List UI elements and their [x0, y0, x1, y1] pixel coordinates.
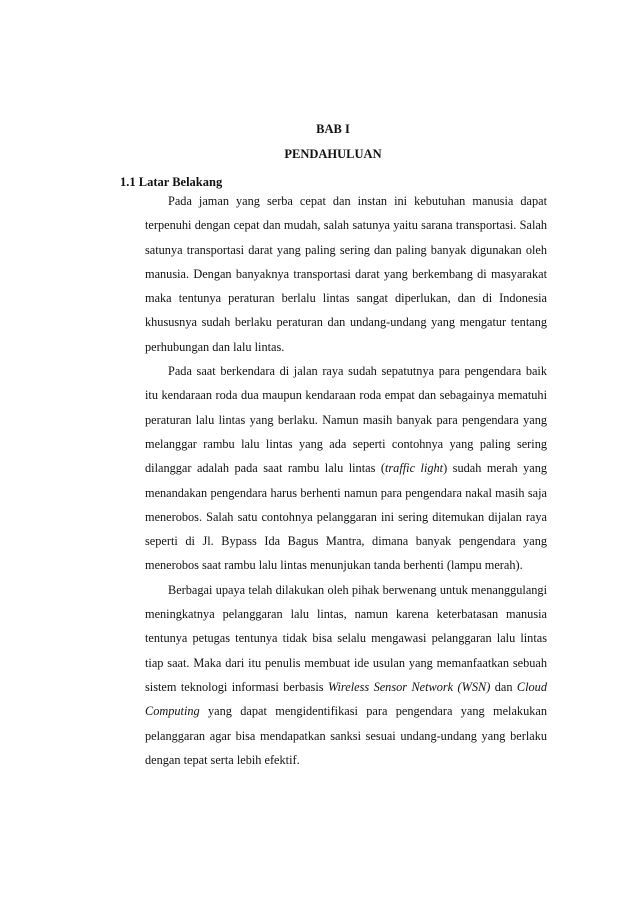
paragraph-3: [145, 578, 547, 772]
paragraph-text: Pada jaman yang serba cepat dan instan ini kebutuhan manusia dapat terpenuhi dengan cepat dan mudah, salah satunya yaitu sarana transportasi. Salah satunya transportasi darat yang paling sering dan paling banyak digunakan oleh manusia. Dengan banyaknya transportasi darat yang berkembang di masyarakat maka tentunya peraturan berlalu lintas sangat diperlukan, dan di Indonesia khususnya sudah berlaku peraturan dan undang-undang yang mengatur tentang perhubungan dan lalu lintas.: [145, 194, 547, 354]
paragraph-text: dan: [490, 679, 517, 694]
body-text: [145, 189, 547, 772]
paragraph-2: [145, 359, 547, 578]
paragraph-text: ) sudah merah yang menandakan pengendara harus berhenti namun para pengendara nakal masih saja menerobos. Salah satu contohnya pelanggaran ini sering ditemukan dijalan raya seperti di Jl. Bypass Ida Bagus Mantra, dimana banyak pengendara yang menerobos saat rambu lalu lintas menunjukan tanda berhenti (lampu merah).: [145, 461, 547, 573]
paragraph-text: yang dapat mengidentifikasi para pengendara yang melakukan pelanggaran agar bisa mendapatkan sanksi sesuai undang-undang yang berlaku dengan tepat serta lebih efektif.: [145, 704, 547, 767]
chapter-title: PENDAHULUAN: [284, 147, 382, 161]
italic-term-cloud-computing: Cloud Computing: [145, 679, 547, 719]
italic-term-wsn: Wireless Sensor Network (WSN): [327, 679, 491, 694]
paragraph-1: [145, 189, 547, 359]
italic-term-traffic-light: traffic light: [384, 461, 444, 476]
paragraph-text: Pada saat berkendara di jalan raya sudah sepatutnya para pengendara baik itu kendaraan roda dua maupun kendaraan roda empat dan sebagainya mematuhi peraturan lalu lintas yang berlaku. Namun masih banyak para pengendara yang melanggar rambu lalu lintas yang ada seperti contohnya yang paling sering dilanggar adalah pada saat rambu lalu lintas (: [145, 364, 547, 476]
section-heading: 1.1 Latar Belakang: [120, 175, 223, 189]
paragraph-text: Berbagai upaya telah dilakukan oleh pihak berwenang untuk menanggulangi meningkatnya pelanggaran lalu lintas, namun karena keterbatasan manusia tentunya petugas tentunya tidak bisa selalu mengawasi pelanggaran lalu lintas tiap saat. Maka dari itu penulis membuat ide usulan yang memanfaatkan sebuah sistem teknologi informasi berbasis: [145, 582, 547, 694]
chapter-label: BAB I: [316, 122, 350, 136]
